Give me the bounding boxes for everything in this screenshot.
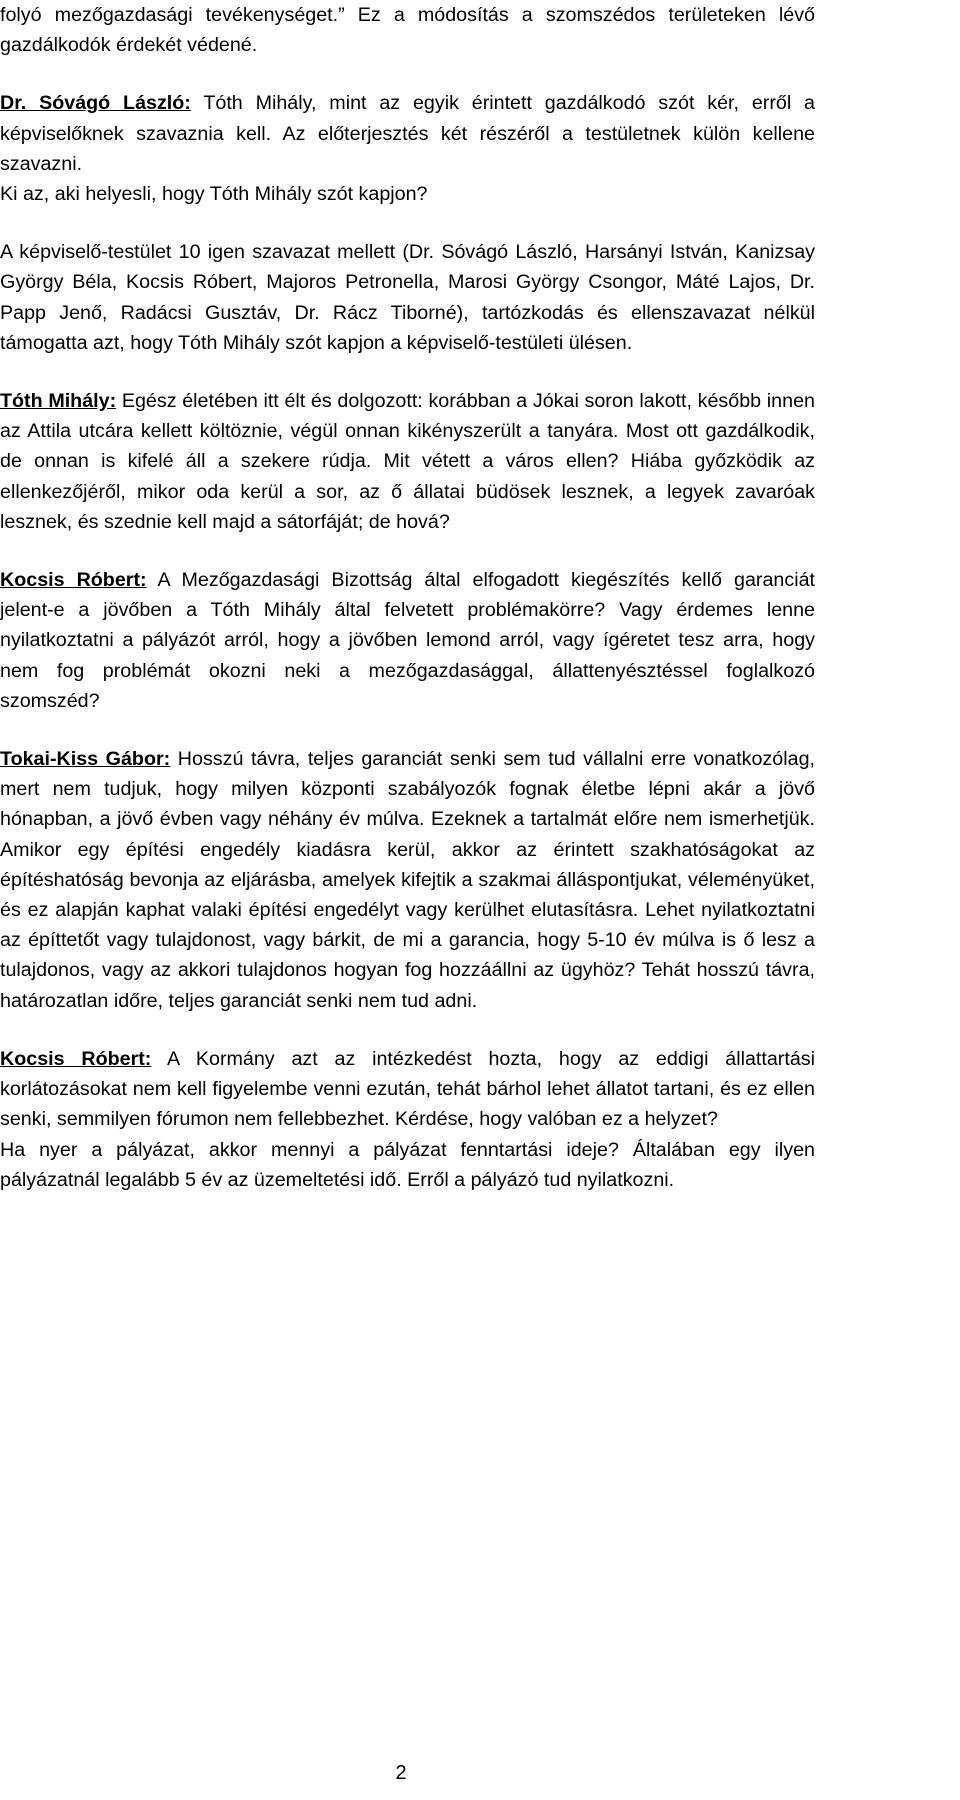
question-text: Ki az, aki helyesli, hogy Tóth Mihály szót kapjon? (0, 183, 428, 206)
speaker-name: Kocsis Róbert: (0, 569, 147, 592)
speech-text-continued: Ha nyer a pályázat, akkor mennyi a pályázat fenntartási ideje? Általában egy ilyen pályázatnál legalább 5 év az üzemeltetési idő. Erről a pályázó tud nyilatkozni. (0, 1138, 815, 1191)
paragraph-spacer (0, 537, 815, 565)
paragraph-spacer (0, 716, 815, 744)
paragraph-spacer (0, 60, 815, 88)
kocsis-paragraph-1 (0, 565, 815, 716)
toth-paragraph (0, 386, 815, 537)
speech-text: A Kormány azt az intézkedést hozta, hogy az eddigi állattartási korlátozásokat nem kell figyelembe venni ezután, tehát bárhol lehet állatot tartani, és ez ellen senki, semmilyen fórumon nem fellebbezhet. Kérdése, hogy valóban ez a helyzet? (0, 1047, 815, 1131)
speech-text: A Mezőgazdasági Bizottság által elfogadott kiegészítés kellő garanciát jelent-e a jövőben a Tóth Mihály által felvetett problémakörre? Vagy érdemes lenne nyilatkoztatni a pályázót arról, hogy a jövőben lemond arról, vagy ígéretet tesz arra, hogy nem fog problémát okozni neki a mezőgazdasággal, állattenyésztéssel foglalkozó szomszéd? (0, 569, 815, 712)
vote-text: A képviselő-testület 10 igen szavazat mellett (Dr. Sóvágó László, Harsányi István, Kanizsay György Béla, Kocsis Róbert, Majoros Petronella, Marosi György Csongor, Máté Lajos, Dr. Papp Jenő, Radácsi Gusztáv, Dr. Rácz Tiborné), tartózkodás és ellenszavazat nélkül támogatta azt, hogy Tóth Mihály szót kapjon a képviselő-testületi ülésen. (0, 241, 815, 354)
speaker-name: Kocsis Róbert: (0, 1047, 152, 1070)
tokai-kiss-paragraph (0, 744, 815, 1016)
intro-text: folyó mezőgazdasági tevékenységet.” Ez a módosítás a szomszédos területeken lévő gazdálkodók érdekét védené. (0, 4, 815, 57)
paragraph-spacer (0, 209, 815, 237)
speech-text: Egész életében itt élt és dolgozott: korábban a Jókai soron lakott, később innen az Attila utcára kellett költöznie, végül onnan kikényszerült a tanyára. Most ott gazdálkodik, de onnan is kifelé áll a szekere rúdja. Mit vétett a város ellen? Hiába győzködik az ellenkezőjéről, mikor oda kerül a sor, az ő állatai büdösek lesznek, a legyek zavaróak lesznek, és szednie kell majd a sátorfáját; de hová? (0, 390, 815, 533)
paragraph-spacer (0, 358, 815, 386)
paragraph-spacer (0, 1016, 815, 1044)
speaker-name: Dr. Sóvágó László: (0, 92, 191, 115)
page-number: 2 (395, 1762, 407, 1784)
speaker-name: Tokai-Kiss Gábor: (0, 748, 171, 771)
speech-text: Tóth Mihály, mint az egyik érintett gazdálkodó szót kér, erről a képviselőknek szavaznia kell. Az előterjesztés két részéről a testületnek külön kellene szavazni. (0, 92, 815, 175)
sovago-paragraph (0, 88, 815, 209)
vote-paragraph (0, 237, 815, 358)
intro-paragraph (0, 0, 815, 60)
kocsis-paragraph-2 (0, 1044, 815, 1195)
speech-text: Hosszú távra, teljes garanciát senki sem tud vállalni erre vonatkozólag, mert nem tudjuk, hogy milyen központi szabályozók fognak életbe lépni akár a jövő hónapban, a jövő évben vagy néhány év múlva. Ezeknek a tartalmát előre nem ismerhetjük. Amikor egy építési engedély kiadásra kerül, akkor az érintett szakhatóságokat az építéshatóság bevonja az eljárásba, amelyek kifejtik a szakmai álláspontjukat, véleményüket, és ez alapján kaphat valaki építési engedélyt vagy kerülhet elutasításra. Lehet nyilatkoztatni az építtetőt vagy tulajdonost, vagy bárkit, de mi a garancia, hogy 5-10 év múlva is ő lesz a tulajdonos, vagy az akkori tulajdonos hogyan fog hozzáállni az ügyhöz? Tehát hosszú távra, határozatlan időre, teljes garanciát senki nem tud adni. (0, 748, 815, 1012)
speaker-name: Tóth Mihály: (0, 390, 117, 413)
